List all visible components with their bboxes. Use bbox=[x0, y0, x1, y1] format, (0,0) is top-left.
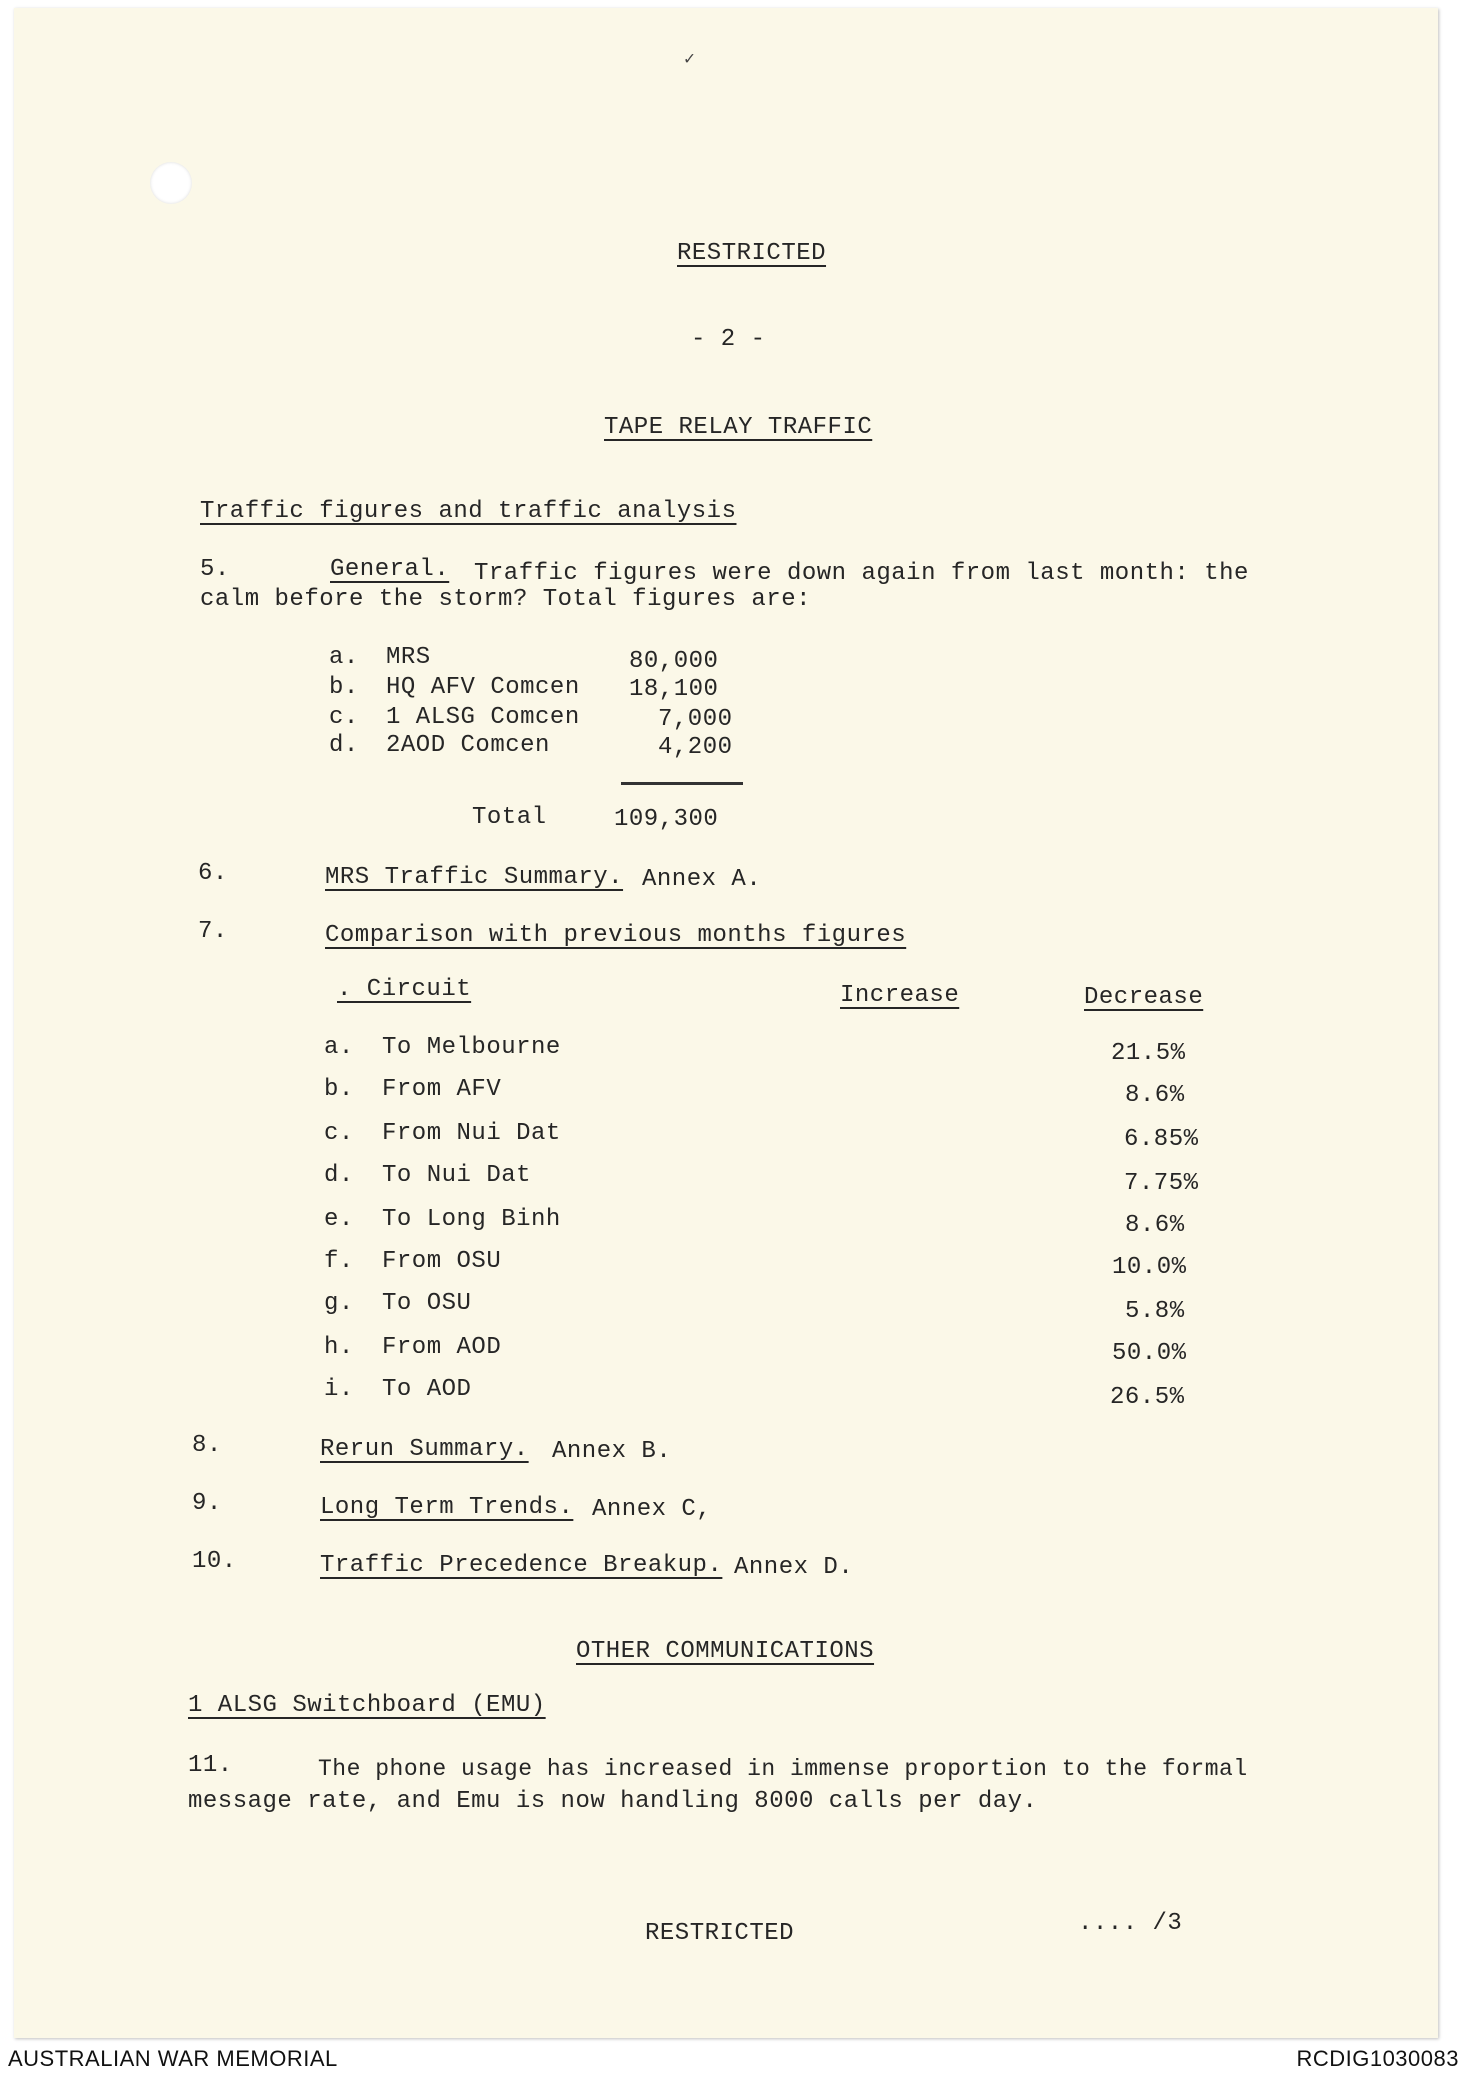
row-circuit: From Nui Dat bbox=[382, 1120, 561, 1147]
para-6-heading: MRS Traffic Summary. bbox=[325, 864, 624, 891]
row-letter: b. bbox=[324, 1076, 354, 1103]
row-letter: d. bbox=[324, 1162, 354, 1189]
section-subtitle-traffic: Traffic figures and traffic analysis bbox=[200, 498, 737, 525]
section-subtitle-switchboard: 1 ALSG Switchboard (EMU) bbox=[188, 1692, 546, 1719]
para-5-heading: General. bbox=[330, 556, 450, 583]
para-10-heading: Traffic Precedence Breakup. bbox=[320, 1552, 723, 1579]
ink-mark: ✓ bbox=[684, 50, 695, 70]
totals-value: 80,000 bbox=[629, 648, 719, 675]
row-decrease: 8.6% bbox=[1125, 1212, 1185, 1239]
para-8-heading: Rerun Summary. bbox=[320, 1436, 529, 1463]
row-letter: c. bbox=[324, 1120, 354, 1147]
classification-bottom: RESTRICTED bbox=[645, 1920, 795, 1947]
para-7-number: 7. bbox=[198, 918, 228, 945]
row-circuit: From OSU bbox=[382, 1248, 502, 1275]
continuation-marker: .... /3 bbox=[1078, 1910, 1183, 1937]
section-title-other-communications: OTHER COMMUNICATIONS bbox=[576, 1638, 875, 1665]
para-10-ref: Annex D. bbox=[734, 1554, 854, 1581]
row-circuit: To Nui Dat bbox=[382, 1162, 532, 1189]
row-letter: a. bbox=[324, 1034, 354, 1061]
totals-label: HQ AFV Comcen bbox=[386, 674, 580, 701]
para-6-ref: Annex A. bbox=[642, 866, 762, 893]
para-7-heading: Comparison with previous months figures bbox=[325, 922, 907, 949]
row-circuit: To Melbourne bbox=[382, 1034, 561, 1061]
totals-letter: a. bbox=[329, 644, 359, 671]
row-decrease: 8.6% bbox=[1125, 1082, 1185, 1109]
row-circuit: To OSU bbox=[382, 1290, 472, 1317]
column-header-circuit: . Circuit bbox=[337, 976, 472, 1003]
row-letter: f. bbox=[324, 1248, 354, 1275]
row-letter: h. bbox=[324, 1334, 354, 1361]
section-title-tape-relay: TAPE RELAY TRAFFIC bbox=[604, 414, 873, 441]
row-decrease: 10.0% bbox=[1112, 1254, 1187, 1281]
page-number: - 2 - bbox=[691, 326, 766, 353]
row-circuit: To AOD bbox=[382, 1376, 472, 1403]
para-8-number: 8. bbox=[192, 1432, 222, 1459]
row-letter: g. bbox=[324, 1290, 354, 1317]
row-circuit: To Long Binh bbox=[382, 1206, 561, 1233]
row-decrease: 7.75% bbox=[1124, 1170, 1199, 1197]
para-11-line-1: The phone usage has increased in immense proportion to the formal bbox=[318, 1756, 1248, 1782]
column-header-increase: Increase bbox=[840, 982, 960, 1009]
column-header-decrease: Decrease bbox=[1084, 984, 1204, 1011]
row-decrease: 21.5% bbox=[1111, 1040, 1186, 1067]
document-page bbox=[14, 8, 1438, 2038]
totals-letter: b. bbox=[329, 674, 359, 701]
para-9-ref: Annex C, bbox=[592, 1496, 712, 1523]
row-circuit: From AOD bbox=[382, 1334, 502, 1361]
para-11-line-2: message rate, and Emu is now handling 8000 calls per day. bbox=[188, 1788, 1038, 1815]
totals-letter: d. bbox=[329, 732, 359, 759]
row-circuit: From AFV bbox=[382, 1076, 502, 1103]
row-decrease: 26.5% bbox=[1110, 1384, 1185, 1411]
para-8-ref: Annex B. bbox=[552, 1438, 672, 1465]
totals-letter: c. bbox=[329, 704, 359, 731]
para-9-number: 9. bbox=[192, 1490, 222, 1517]
row-letter: e. bbox=[324, 1206, 354, 1233]
archive-reference: RCDIG1030083 bbox=[1296, 2046, 1459, 2071]
para-11-number: 11. bbox=[188, 1752, 233, 1779]
totals-label: MRS bbox=[386, 644, 431, 671]
para-9-heading: Long Term Trends. bbox=[320, 1494, 574, 1521]
total-rule bbox=[621, 782, 743, 785]
totals-value: 7,000 bbox=[658, 706, 733, 733]
para-5-line-1: Traffic figures were down again from last month: the bbox=[474, 560, 1249, 587]
para-5-line-2: calm before the storm? Total figures are: bbox=[200, 586, 811, 613]
classification-top: RESTRICTED bbox=[677, 240, 827, 267]
totals-label: 1 ALSG Comcen bbox=[386, 704, 580, 731]
para-5-number: 5. bbox=[200, 556, 230, 583]
total-value: 109,300 bbox=[614, 806, 719, 833]
archive-label: AUSTRALIAN WAR MEMORIAL bbox=[8, 2046, 338, 2071]
row-letter: i. bbox=[324, 1376, 354, 1403]
totals-value: 4,200 bbox=[658, 734, 733, 761]
row-decrease: 5.8% bbox=[1125, 1298, 1185, 1325]
totals-label: 2AOD Comcen bbox=[386, 732, 550, 759]
para-6-number: 6. bbox=[198, 860, 228, 887]
total-label: Total bbox=[472, 804, 547, 831]
para-10-number: 10. bbox=[192, 1548, 237, 1575]
punch-hole bbox=[150, 162, 192, 204]
row-decrease: 6.85% bbox=[1124, 1126, 1199, 1153]
row-decrease: 50.0% bbox=[1112, 1340, 1187, 1367]
totals-value: 18,100 bbox=[629, 676, 719, 703]
